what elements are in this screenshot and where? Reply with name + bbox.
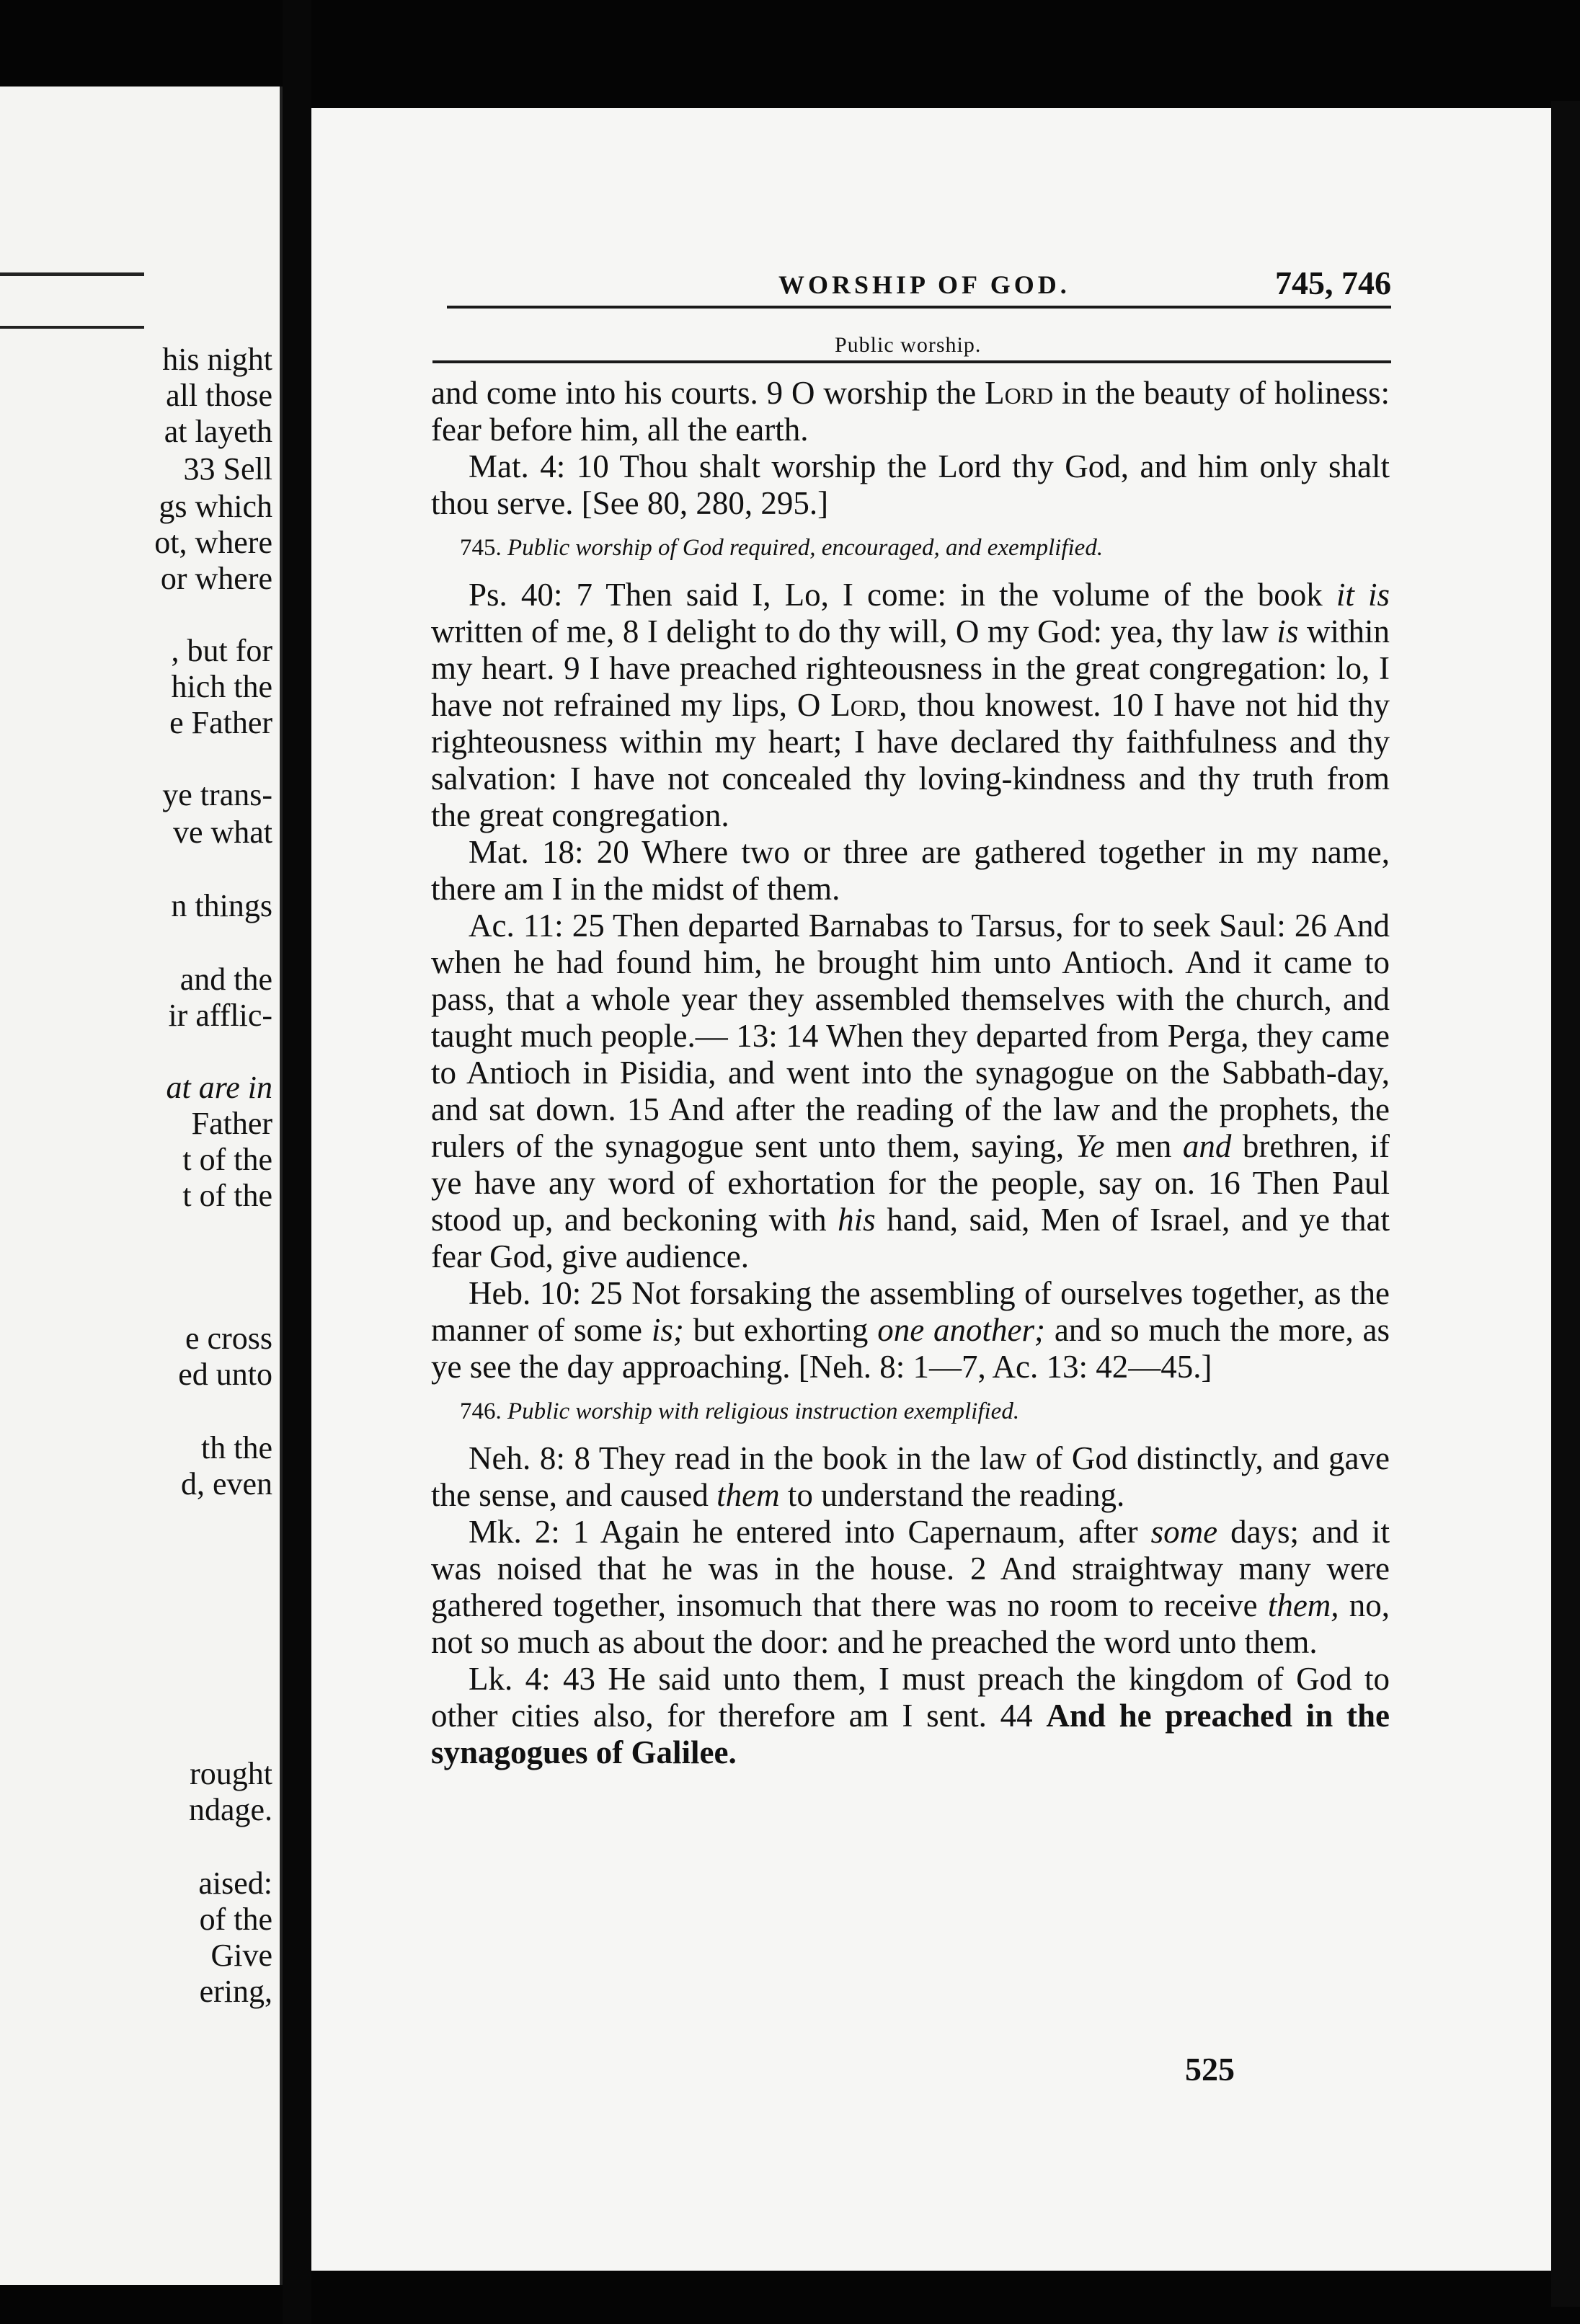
left-page-rule [0, 326, 144, 329]
text-run: and come into his courts. 9 O worship the [431, 375, 985, 411]
text-run: Heb. 10: 25 Not forsaking the assembling of ourselves together, as the manner of some [431, 1275, 1390, 1348]
left-page-line: his night [162, 342, 272, 377]
left-page-line: th the [201, 1430, 272, 1465]
section-number: 745. [460, 535, 502, 561]
subheading-rule [432, 360, 1391, 363]
text-run: hand, said, Men of Israel, and ye that fear God, give audience. [431, 1202, 1390, 1274]
left-page-line: e cross [185, 1321, 272, 1356]
left-page-line: rought [190, 1756, 272, 1791]
paragraph-mat-4-10: Mat. 4: 10 Thou shalt worship the Lord thy God, and him only shalt thou serve. [See 80, 280, 295.] [431, 448, 1390, 521]
left-page-line: ot, where [154, 525, 272, 560]
text-run: days; and it was noised that he was in the house. 2 And straightway many were gathered together, insomuch that there was no room to receive [431, 1514, 1390, 1623]
text-run: men [1104, 1128, 1183, 1164]
body-text [431, 375, 1390, 1771]
paragraph-neh-8 [431, 1440, 1390, 1514]
paragraph-heb-10 [431, 1275, 1390, 1385]
italic-run: Ye [1075, 1128, 1105, 1164]
left-page-fragment [0, 87, 283, 2285]
left-page-line: ering, [199, 1974, 272, 2009]
left-page-line: ir afflic- [168, 998, 272, 1033]
text-run: Ps. 40: 7 Then said I, Lo, I come: in the volume of the book [469, 577, 1336, 613]
italic-run: is; [651, 1312, 684, 1348]
left-page-line: Give [210, 1938, 272, 1973]
left-page-line: all those [166, 378, 272, 413]
italic-run: his [838, 1202, 876, 1238]
left-page-line: e Father [169, 705, 272, 740]
bold-run: And he preached in the synagogues of Galilee. [431, 1698, 1390, 1770]
text-run: written of me, 8 I delight to do thy will, O my God: yea, thy law [431, 613, 1277, 649]
running-head-section-numbers: 745, 746 [1275, 265, 1391, 301]
text-run: no, not so much as about the door: and he preached the word unto them. [431, 1587, 1390, 1660]
left-page-line: ed unto [178, 1357, 272, 1392]
lord-small-caps: Lord [830, 687, 900, 723]
book-gutter [283, 0, 311, 2324]
text-run: Ac. 11: 25 Then departed Barnabas to Tarsus, for to seek Saul: 26 And when he had found him, he brought him unto Antioch. And it came to pass, that a whole year they assembled themselves with the church, and taught much people.— 13: 14 When they departed from Perga, they came to Antioch in Pisidia, and went into the synagogue on the Sabbath-day, and sat down. 15 And after the reading of the law and the prophets, the rulers of the synagogue sent unto them, saying, [431, 908, 1390, 1164]
left-page-line: , but for [171, 633, 272, 668]
left-page-line: Father [191, 1106, 272, 1141]
text-run: to understand the reading. [779, 1477, 1125, 1513]
paragraph-mk-2 [431, 1514, 1390, 1661]
subheading: Public worship. [835, 333, 982, 357]
left-page-line: d, even [180, 1466, 272, 1502]
paragraph-ac-11 [431, 908, 1390, 1275]
left-page-line: of the [199, 1902, 272, 1937]
left-page-line: ndage. [188, 1792, 272, 1827]
section-heading-745 [431, 532, 1390, 564]
paragraph-psalm-96-continuation [431, 375, 1390, 448]
italic-run: them, [1267, 1587, 1339, 1623]
italic-run: one another; [877, 1312, 1046, 1348]
left-page-line: aised: [198, 1866, 272, 1901]
text-run: within my heart. 9 I have preached righteousness in the great congregation: lo, I have not refrained my lips, O [431, 613, 1390, 723]
left-page-line: t of the [182, 1178, 272, 1213]
left-page-line: t of the [182, 1142, 272, 1177]
text-run: Neh. 8: 8 They read in the book in the law of God distinctly, and gave the sense, and caused [431, 1440, 1390, 1513]
paragraph-lk-4 [431, 1661, 1390, 1771]
page-edge [1551, 101, 1580, 2307]
left-page-line: or where [160, 561, 272, 596]
header-rule [447, 306, 1391, 309]
italic-run: some [1150, 1514, 1218, 1550]
text-run: but exhorting [683, 1312, 878, 1348]
text-run: in the beauty of holiness: fear before him, all the earth. [431, 375, 1390, 448]
text-run: , thou knowest. 10 I have not hid thy righteousness within my heart; I have declared thy faithfulness and thy salvation: I have not concealed thy loving-kindness and thy truth from the great congregation. [431, 687, 1390, 833]
left-page-line: and the [179, 962, 272, 997]
text-run: and so much the more, as ye see the day approaching. [Neh. 8: 1—7, Ac. 13: 42—45.] [431, 1312, 1390, 1385]
left-page-line: hich the [171, 669, 272, 704]
left-page-line: n things [171, 888, 272, 923]
left-page-rule [0, 272, 144, 276]
section-heading-746 [431, 1396, 1390, 1427]
paragraph-ps-40 [431, 577, 1390, 834]
left-page-line: 33 Sell [183, 451, 272, 487]
section-title: Public worship with religious instruction exemplified. [507, 1398, 1020, 1424]
italic-run: them [716, 1477, 780, 1513]
section-title: Public worship of God required, encouraged, and exemplified. [507, 535, 1104, 561]
left-page-line: ye trans- [162, 777, 272, 812]
left-page-line: gs which [159, 489, 272, 524]
italic-run: it is [1336, 577, 1390, 613]
left-page-line: ve what [172, 815, 272, 850]
section-number: 746. [460, 1398, 502, 1424]
paragraph-mat-18-20: Mat. 18: 20 Where two or three are gathered together in my name, there am I in the midst of them. [431, 834, 1390, 907]
running-head-title: WORSHIP OF GOD. [778, 270, 1070, 299]
text-run: Mk. 2: 1 Again he entered into Capernaum, after [469, 1514, 1151, 1550]
text-run: brethren, if ye have any word of exhortation for the people, say on. 16 Then Paul stood up, and beckoning with [431, 1128, 1390, 1238]
italic-run: is [1277, 613, 1299, 649]
text-run: Lk. 4: 43 He said unto them, I must preach the kingdom of God to other cities also, for therefore am I sent. 44 [431, 1661, 1390, 1734]
page-number: 525 [1185, 2051, 1235, 2088]
left-page-line: at layeth [164, 414, 272, 449]
italic-run: and [1182, 1128, 1232, 1164]
lord-small-caps: Lord [985, 375, 1054, 411]
left-page-line: at are in [166, 1070, 272, 1105]
